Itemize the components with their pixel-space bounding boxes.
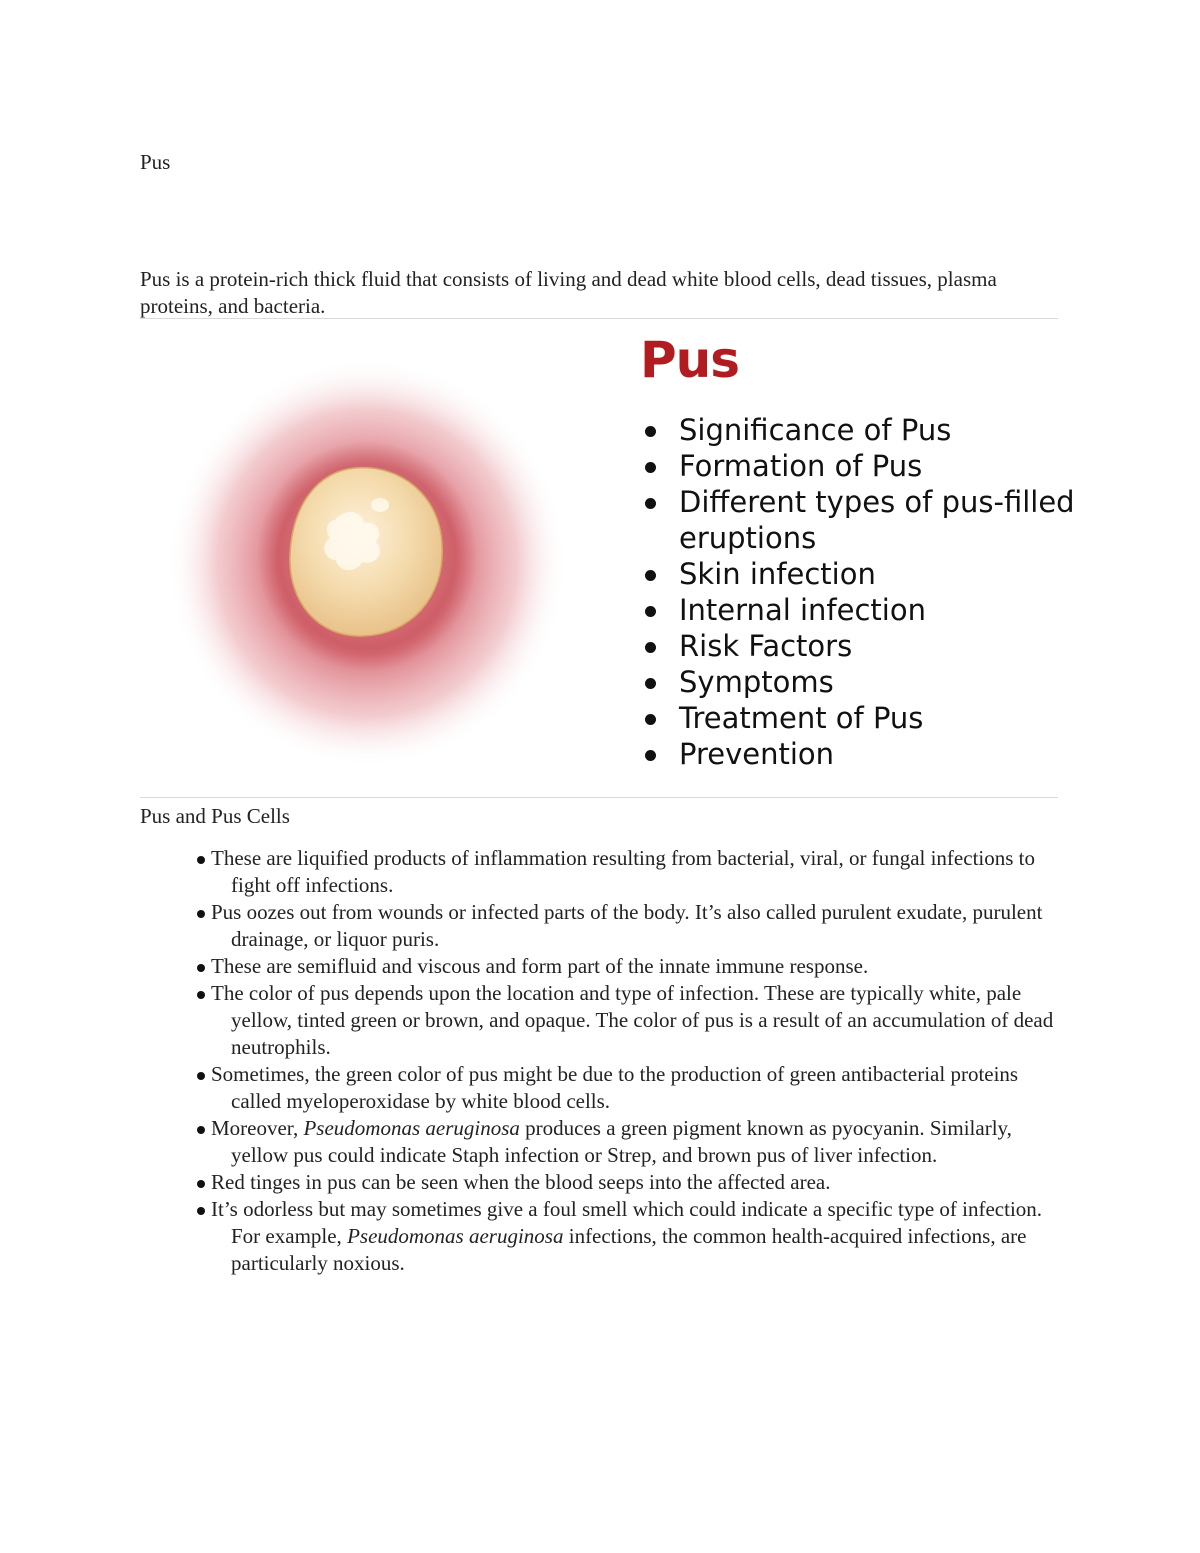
topic-item: Prevention <box>640 736 1099 772</box>
infographic-title: Pus <box>640 331 740 389</box>
pus-highlight-small <box>371 498 389 512</box>
pus-cells-bullet-list <box>196 845 1066 1277</box>
document-title: Pus <box>140 150 171 174</box>
bullet-item: Pus oozes out from wounds or infected parts of the body. It’s also called purulent exudate, purulent drainage, or liquor puris. <box>196 899 1066 953</box>
bullet-item: Red tinges in pus can be seen when the blood seeps into the affected area. <box>196 1169 1066 1196</box>
bullet-item: These are liquified products of inflammation resulting from bacterial, viral, or fungal infections to fight off infections. <box>196 845 1066 899</box>
intro-paragraph: Pus is a protein-rich thick fluid that consists of living and dead white blood cells, dead tissues, plasma proteins, and bacteria. <box>140 267 997 318</box>
bullet-item: Moreover, Pseudomonas aeruginosa produces a green pigment known as pyocyanin. Similarly, yellow pus could indicate Staph infection or Strep, and brown pus of liver infection. <box>196 1115 1066 1169</box>
bullet-item: These are semifluid and viscous and form part of the innate immune response. <box>196 953 1066 980</box>
species-name: Pseudomonas aeruginosa <box>303 1116 520 1140</box>
section-heading: Pus and Pus Cells <box>140 804 290 828</box>
infographic-topic-list <box>640 412 1099 772</box>
species-name: Pseudomonas aeruginosa <box>347 1224 564 1248</box>
bullet-item: Sometimes, the green color of pus might be due to the production of green antibacterial proteins called myeloperoxidase by white blood cells. <box>196 1061 1066 1115</box>
topic-item: Formation of Pus <box>640 448 1099 484</box>
figure-bottom-divider <box>140 797 1058 798</box>
topic-item: Significance of Pus <box>640 412 1099 448</box>
topic-item: Risk Factors <box>640 628 1099 664</box>
topic-item: Internal infection <box>640 592 1099 628</box>
bullet-item: It’s odorless but may sometimes give a foul smell which could indicate a specific type of infection. For example, Pseudomonas aeruginosa infections, the common health-acquired infections, are particularly noxious. <box>196 1196 1066 1277</box>
figure-top-divider <box>140 318 1058 319</box>
pus-infographic <box>140 320 1075 796</box>
topic-item: Different types of pus-filled eruptions <box>640 484 1099 556</box>
topic-item: Treatment of Pus <box>640 700 1099 736</box>
topic-item: Symptoms <box>640 664 1099 700</box>
bullet-item: The color of pus depends upon the location and type of infection. These are typically white, pale yellow, tinted green or brown, and opaque. The color of pus is a result of an accumulation of dead neutrophils. <box>196 980 1066 1061</box>
topic-item: Skin infection <box>640 556 1099 592</box>
pus-pimple-illustration <box>140 320 620 796</box>
